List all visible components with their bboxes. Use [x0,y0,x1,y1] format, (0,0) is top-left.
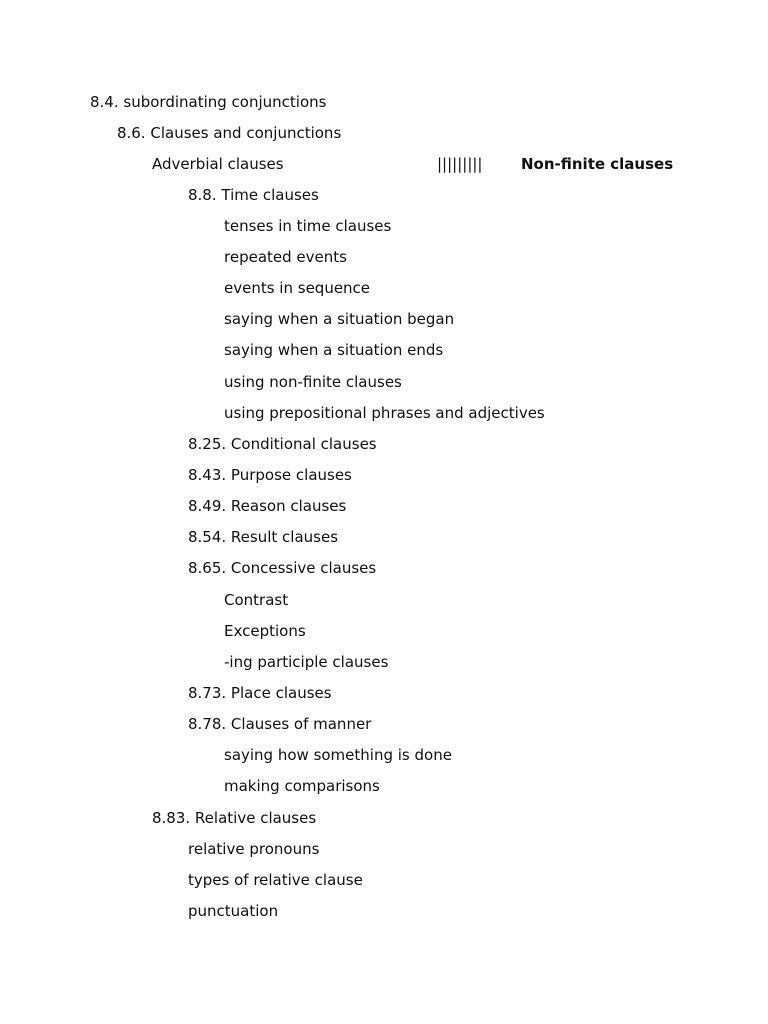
manner-clauses-item: saying how something is done [224,746,452,764]
separator-bars: ||||||||| [437,155,483,173]
relative-clauses-heading: 8.83. Relative clauses [152,809,317,827]
concessive-clauses-item: Exceptions [224,622,306,640]
time-clauses-item: repeated events [224,248,347,266]
purpose-clauses-heading: 8.43. Purpose clauses [188,466,352,484]
relative-clauses-item: types of relative clause [188,871,363,889]
concessive-clauses-heading: 8.65. Concessive clauses [188,559,377,577]
manner-clauses-heading: 8.78. Clauses of manner [188,715,372,733]
time-clauses-item: events in sequence [224,279,371,297]
place-clauses-heading: 8.73. Place clauses [188,684,332,702]
outline-heading-clauses-and-conjunctions: 8.6. Clauses and conjunctions [117,124,342,142]
adverbial-clauses-label: Adverbial clauses [152,155,284,173]
time-clauses-item: using prepositional phrases and adjectives [224,404,545,422]
concessive-clauses-item: -ing participle clauses [224,653,389,671]
non-finite-clauses-label: Non-finite clauses [521,155,674,173]
conditional-clauses-heading: 8.25. Conditional clauses [188,435,377,453]
manner-clauses-item: making comparisons [224,777,380,795]
time-clauses-item: tenses in time clauses [224,217,392,235]
time-clauses-item: saying when a situation ends [224,341,444,359]
relative-clauses-item: punctuation [188,902,279,920]
result-clauses-heading: 8.54. Result clauses [188,528,339,546]
relative-clauses-item: relative pronouns [188,840,320,858]
reason-clauses-heading: 8.49. Reason clauses [188,497,347,515]
outline-heading-subordinating-conjunctions: 8.4. subordinating conjunctions [90,93,327,111]
concessive-clauses-item: Contrast [224,591,289,609]
time-clauses-item: saying when a situation began [224,310,455,328]
time-clauses-heading: 8.8. Time clauses [188,186,319,204]
time-clauses-item: using non-finite clauses [224,373,402,391]
